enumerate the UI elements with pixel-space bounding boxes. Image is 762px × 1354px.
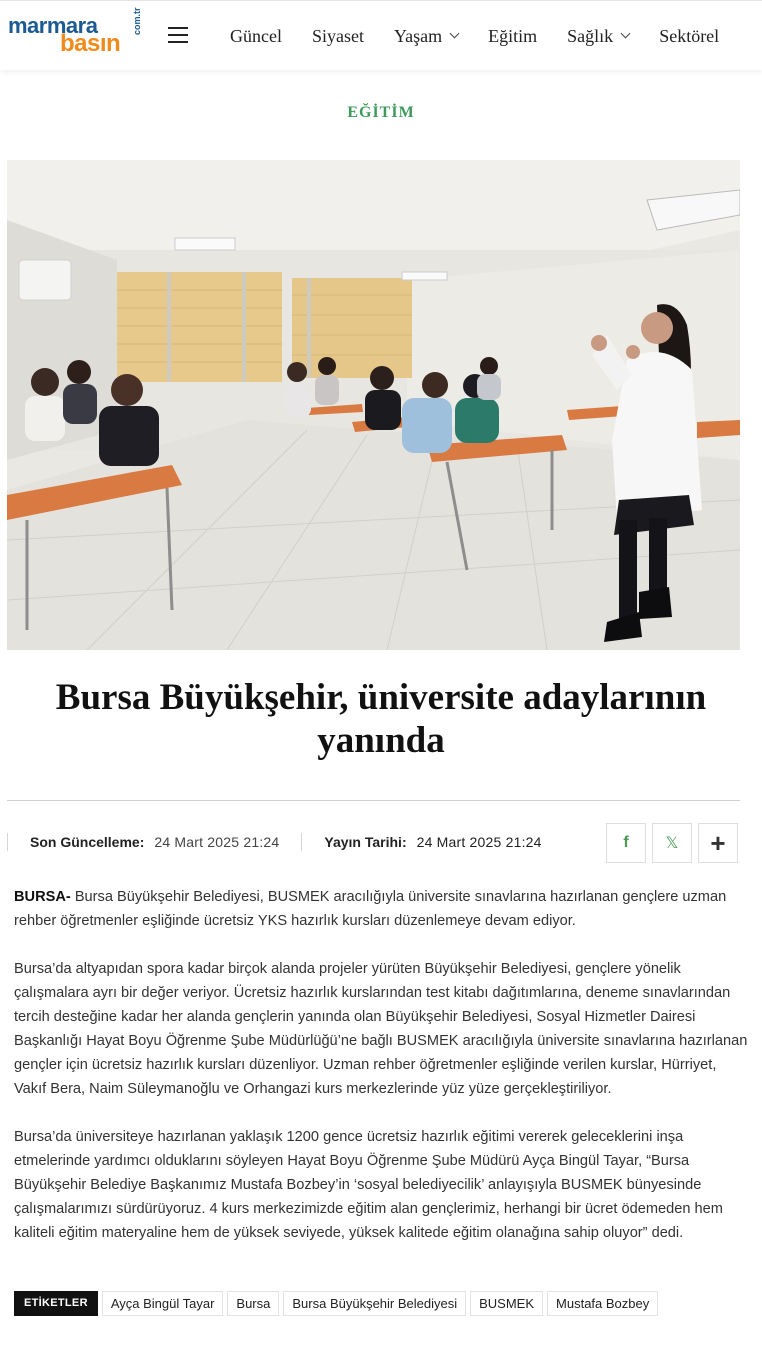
nav-label: Güncel: [230, 25, 282, 46]
lead-text: Bursa Büyükşehir Belediyesi, BUSMEK aracılığıyla üniversite sınavlarına hazırlanan gençlere uzman rehber öğretmenler eşliğinde ücretsiz YKS hazırlık kursları düzenlemeye devam ediyor.: [14, 889, 727, 929]
tags-row: [14, 1291, 658, 1316]
nav-label: Eğitim: [488, 25, 538, 46]
share-facebook-button[interactable]: [606, 823, 646, 863]
logo-line1: marmara: [8, 13, 98, 38]
category-label[interactable]: EĞİTİM: [347, 104, 415, 121]
tag-link[interactable]: Ayça Bingül Tayar: [102, 1291, 224, 1316]
article-body: [14, 885, 748, 1269]
nav-label: Siyaset: [311, 25, 364, 46]
main-nav: [215, 1, 734, 71]
site-logo[interactable]: [8, 7, 154, 59]
published-value: 24 Mart 2025 21:24: [416, 834, 542, 850]
meta-separator: [7, 833, 8, 851]
site-header: [0, 0, 762, 70]
chevron-down-icon: [450, 29, 460, 39]
updated-value: 24 Mart 2025 21:24: [154, 834, 280, 850]
article-paragraph: [14, 885, 748, 933]
nav-item-saglik[interactable]: [552, 26, 644, 47]
tag-link[interactable]: Bursa: [227, 1291, 279, 1316]
nav-label: Sektörel: [659, 25, 720, 46]
tags-heading: ETİKETLER: [14, 1291, 98, 1316]
logo-domain: com.tr: [132, 7, 142, 35]
article-meta: [7, 830, 542, 854]
published-label: Yayın Tarihi:: [324, 834, 407, 850]
nav-item-sektorel[interactable]: [644, 26, 734, 47]
dateline: BURSA-: [14, 889, 71, 905]
article-paragraph: Bursa’da üniversiteye hazırlanan yaklaşık 1200 gence ücretsiz hazırlık eğitimi vererek geleceklerini inşa etmelerinde yardımcı olduklarını söyleyen Hayat Boyu Öğrenme Şube Müdürü Ayça Bingül Tayar, “Bursa Büyükşehir Belediye Başkanımız Mustafa Bozbey’in ‘sosyal belediyecilik’ anlayışıyla BUSMEK bünyesinde çalışmalarımızı sürdürüyoruz. 4 kurs merkezimizde eğitim alan gençlerimiz, herhangi bir ücret ödemeden hem kaliteli eğitim materyaline hem de yüksek seviyede, yüksek kalitede eğitim olanağına sahip oluyor” dedi.: [14, 1129, 723, 1241]
nav-item-yasam[interactable]: [379, 26, 473, 47]
chevron-down-icon: [621, 29, 631, 39]
nav-item-guncel[interactable]: [215, 26, 297, 47]
share-x-button[interactable]: [652, 823, 692, 863]
x-twitter-icon: 𝕏: [665, 835, 679, 852]
nav-item-egitim[interactable]: [473, 26, 552, 47]
nav-label: Yaşam: [393, 25, 443, 46]
logo-line2: basın: [60, 30, 121, 57]
updated-label: Son Güncelleme:: [30, 834, 145, 850]
tag-link[interactable]: Bursa Büyükşehir Belediyesi: [283, 1291, 466, 1316]
nav-item-siyaset[interactable]: [297, 26, 379, 47]
hamburger-menu-icon[interactable]: [168, 27, 190, 45]
article-hero-image: [7, 160, 740, 650]
article-title: Bursa Büyükşehir, üniversite adaylarının yanında: [55, 677, 707, 761]
nav-label: Sağlık: [567, 25, 614, 46]
facebook-icon: f: [623, 834, 629, 851]
title-divider: [7, 800, 740, 801]
share-more-button[interactable]: [698, 823, 738, 863]
meta-separator: [301, 833, 302, 851]
tag-link[interactable]: BUSMEK: [470, 1291, 543, 1316]
plus-icon: +: [710, 827, 726, 858]
article-paragraph: Bursa’da altyapıdan spora kadar birçok alanda projeler yürüten Büyükşehir Belediyesi, gençlere yönelik çalışmalara ayrı bir değer veriyor. Ücretsiz hazırlık kurslarından test kitabı dağıtımlarına, deneme sınavlarından tercih desteğine kadar her alanda gençlerin yanında olan Büyükşehir Belediyesi, Sosyal Hizmetler Dairesi Başkanlığı Hayat Boyu Öğrenme Şube Müdürlüğü’ne bağlı BUSMEK aracılığıyla üniversite sınavlarına hazırlanan gençler için ücretsiz hazırlık kursları düzenliyor. Uzman rehber öğretmenler eşliğinde verilen kurslar, Hürriyet, Vakıf Bera, Naim Süleymanoğlu ve Orhangazi kurs merkezlerinde yüz yüze gerçekleştiriliyor.: [14, 961, 748, 1097]
tag-link[interactable]: Mustafa Bozbey: [547, 1291, 658, 1316]
